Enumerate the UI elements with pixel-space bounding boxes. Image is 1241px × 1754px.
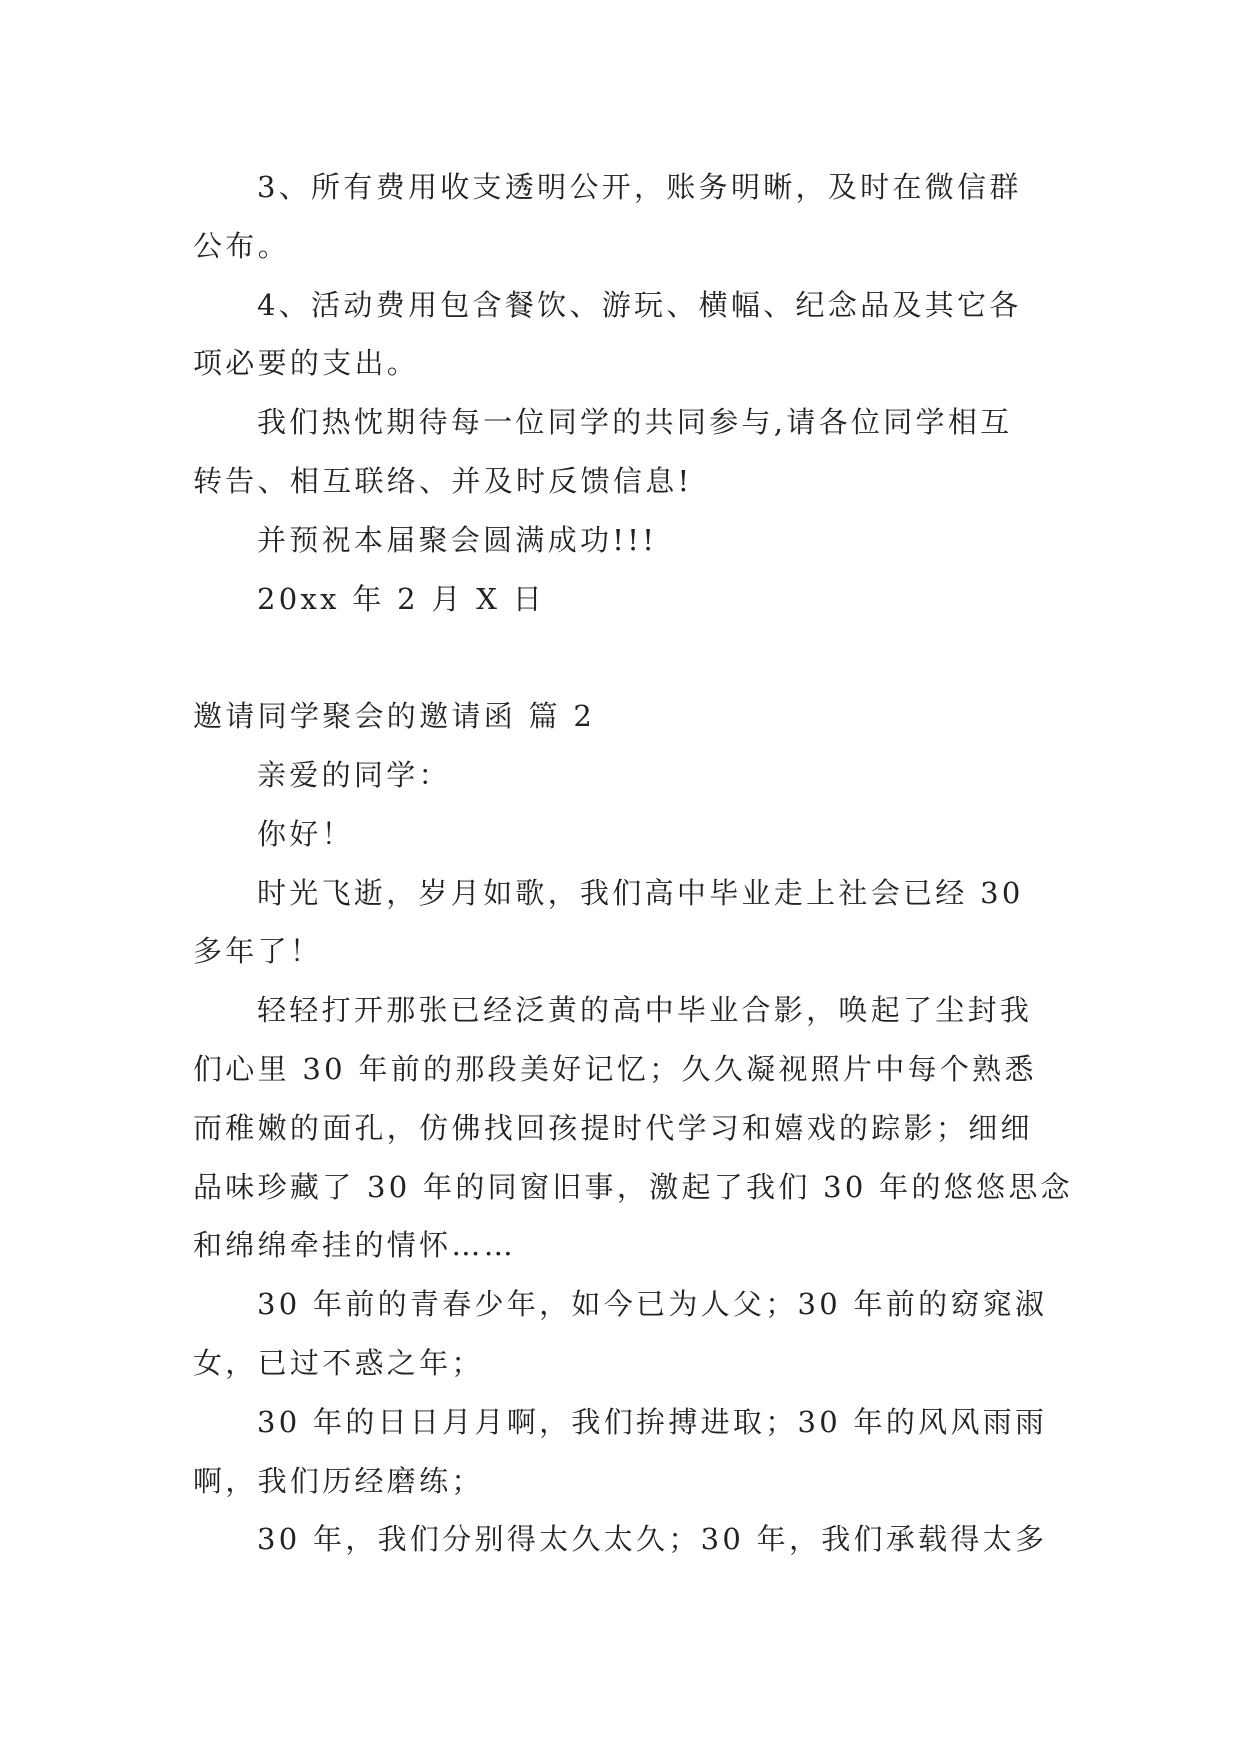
paragraph-line: 而稚嫩的面孔，仿佛找回孩提时代学习和嬉戏的踪影；细细 bbox=[193, 1110, 1033, 1145]
paragraph-line: 啊，我们历经磨练； bbox=[193, 1463, 484, 1498]
salutation: 亲爱的同学： bbox=[257, 757, 451, 792]
paragraph-line: 们心里 30 年前的那段美好记忆；久久凝视照片中每个熟悉 bbox=[193, 1051, 1037, 1086]
paragraph-line: 转告、相互联络、并及时反馈信息! bbox=[193, 463, 693, 498]
document-body bbox=[193, 158, 1073, 1569]
paragraph-line: 多年了！ bbox=[193, 934, 323, 969]
section-heading: 邀请同学聚会的邀请函 篇 2 bbox=[193, 699, 596, 734]
paragraph-line: 我们热忱期待每一位同学的共同参与,请各位同学相互 bbox=[257, 405, 1013, 440]
blank-line bbox=[193, 628, 1055, 687]
paragraph-line: 3、所有费用收支透明公开，账务明晰，及时在微信群 bbox=[257, 170, 1022, 204]
paragraph-line: 30 年，我们分别得太久太久；30 年，我们承载得太多 bbox=[257, 1522, 1048, 1557]
paragraph-line: 30 年的日日月月啊，我们拚搏进取；30 年的风风雨雨 bbox=[257, 1404, 1048, 1439]
paragraph-line: 女，已过不惑之年； bbox=[193, 1345, 484, 1380]
paragraph-line: 时光飞逝，岁月如歌，我们高中毕业走上社会已经 30 bbox=[257, 875, 1024, 910]
paragraph-line: 并预祝本届聚会圆满成功!!! bbox=[257, 522, 658, 557]
paragraph-line: 4、活动费用包含餐饮、游玩、横幅、纪念品及其它各 bbox=[257, 287, 1022, 322]
paragraph-line: 品味珍藏了 30 年的同窗旧事，激起了我们 30 年的悠悠思念 bbox=[193, 1169, 1073, 1204]
date-line: 20xx 年 2 月 X 日 bbox=[257, 581, 545, 616]
greeting: 你好！ bbox=[257, 816, 354, 851]
paragraph-line: 轻轻打开那张已经泛黄的高中毕业合影，唤起了尘封我 bbox=[257, 993, 1033, 1028]
paragraph-line: 公布。 bbox=[193, 228, 290, 263]
paragraph-line: 和绵绵牵挂的情怀…… bbox=[193, 1228, 517, 1263]
paragraph-line: 项必要的支出。 bbox=[193, 346, 420, 381]
paragraph-line: 30 年前的青春少年，如今已为人父；30 年前的窈窕淑 bbox=[257, 1287, 1048, 1322]
